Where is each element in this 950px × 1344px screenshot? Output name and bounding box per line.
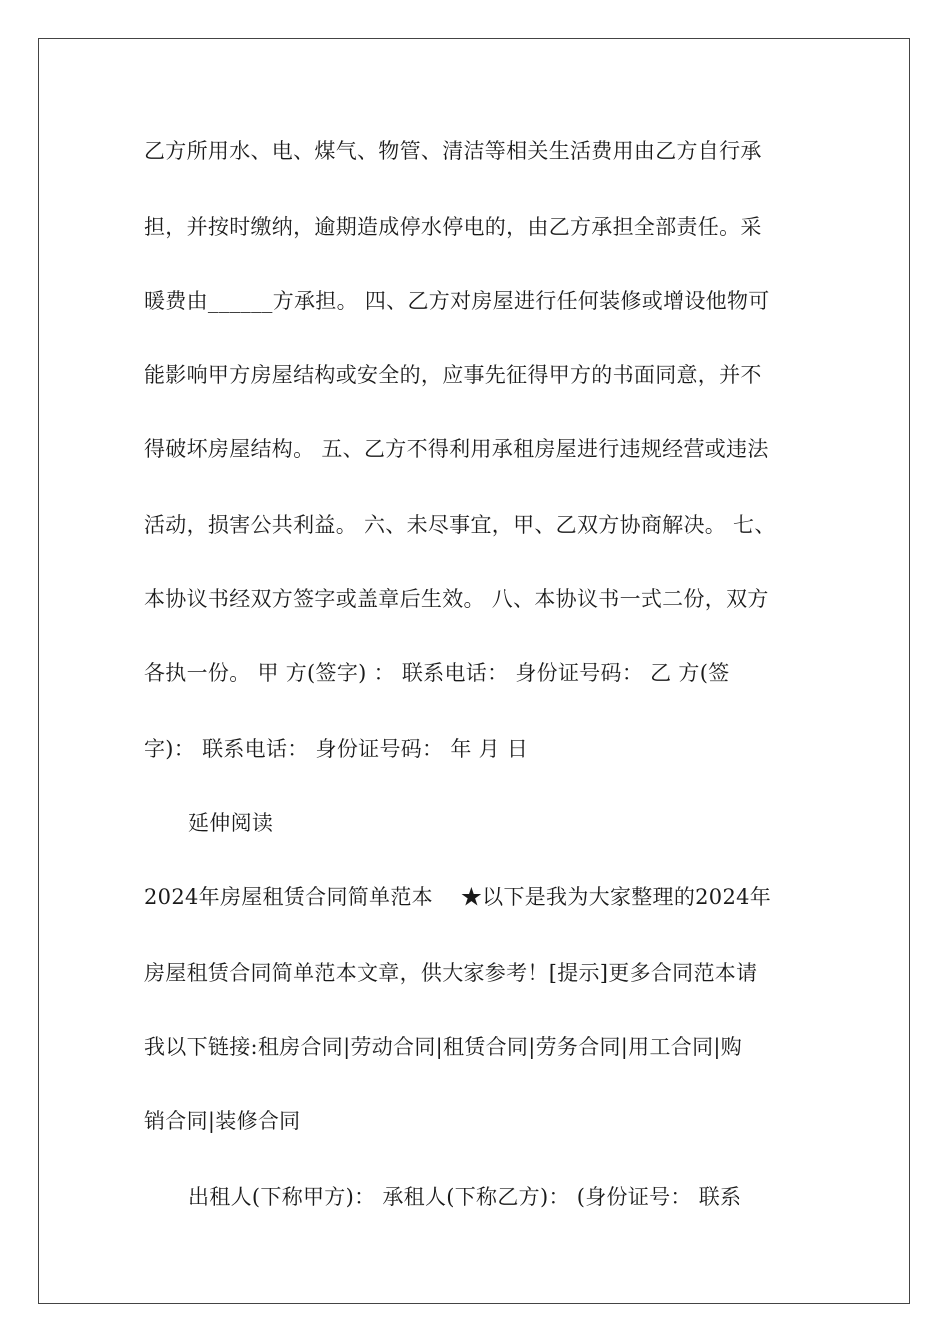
body-text-line: 活动，损害公共利益。 六、未尽事宜，甲、乙双方协商解决。 七、 xyxy=(144,513,776,537)
body-text-line: 出租人(下称甲方)： 承租人(下称乙方)： (身份证号： 联系 xyxy=(188,1185,742,1209)
body-text-line: 担，并按时缴纳，逾期造成停水停电的，由乙方承担全部责任。采 xyxy=(144,215,762,239)
body-text-line: 得破坏房屋结构。 五、乙方不得利用承租房屋进行违规经营或违法 xyxy=(144,437,769,461)
section-heading: 延伸阅读 xyxy=(188,811,274,835)
body-text-line: 能影响甲方房屋结构或安全的，应事先征得甲方的书面同意，并不 xyxy=(144,363,762,387)
body-text-line: 各执一份。 甲 方(签字) ： 联系电话： 身份证号码： 乙 方(签 xyxy=(144,661,730,685)
body-text-line: 2024年房屋租赁合同简单范本 ★以下是我为大家整理的2024年 xyxy=(144,885,772,909)
body-text-line: 暖费由______方承担。 四、乙方对房屋进行任何装修或增设他物可 xyxy=(144,289,770,313)
body-text-line: 乙方所用水、电、煤气、物管、清洁等相关生活费用由乙方自行承 xyxy=(144,139,762,163)
body-text-line: 房屋租赁合同简单范本文章，供大家参考！[提示]更多合同范本请 xyxy=(144,961,758,985)
body-text-line: 本协议书经双方签字或盖章后生效。 八、本协议书一式二份，双方 xyxy=(144,587,769,611)
body-text-line: 字)： 联系电话： 身份证号码： 年 月 日 xyxy=(144,737,529,761)
body-text-line: 销合同|装修合同 xyxy=(144,1109,301,1133)
body-text-line: 我以下链接:租房合同|劳动合同|租赁合同|劳务合同|用工合同|购 xyxy=(144,1035,743,1059)
